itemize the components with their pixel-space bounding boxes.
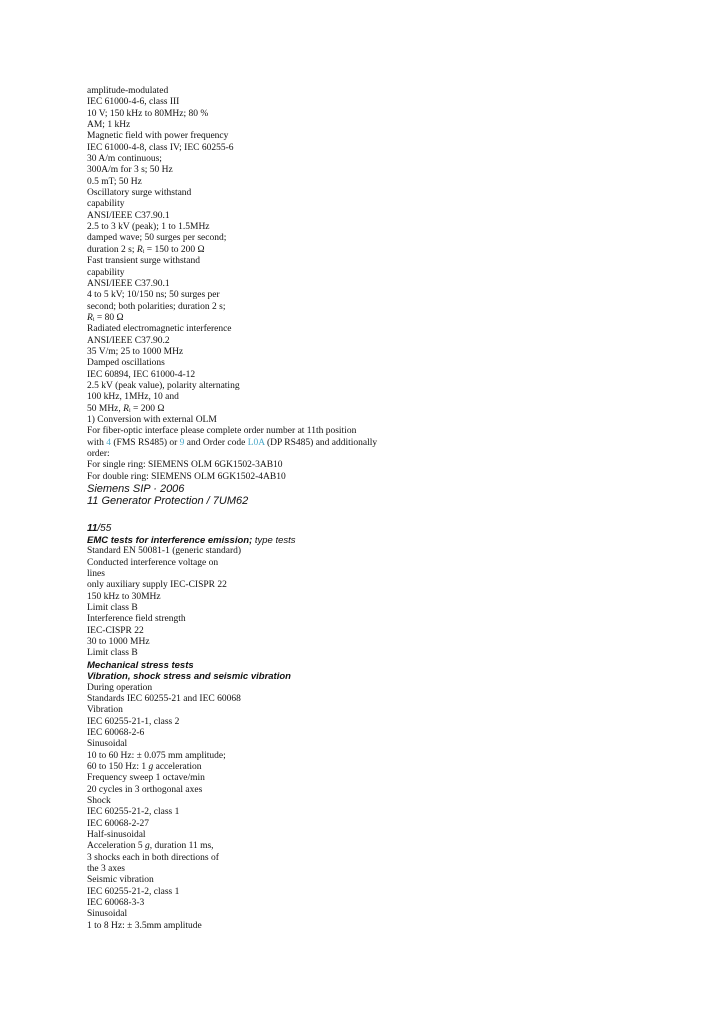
text-line: the 3 axes [87, 864, 125, 874]
text-line: Magnetic field with power frequency [87, 131, 229, 142]
text-line: 300A/m for 3 s; 50 Hz [87, 165, 173, 176]
text-line: IEC 60255-21-1, class 2 [87, 716, 180, 727]
text-line: 3 shocks each in both directions of [87, 852, 219, 863]
text-line: amplitude-modulated [87, 86, 169, 96]
footer-publication: Siemens SIP · 2006 [87, 483, 185, 496]
text-line: AM; 1 kHz [87, 120, 131, 131]
text-line: IEC 60255-21-2, class 1 [87, 886, 180, 897]
resistance-line: duration 2 s; $R_i = 150$ to 200 Ω [87, 244, 205, 255]
text-line: Standard EN 50081-1 (generic standard) [87, 546, 242, 557]
text-line: Frequency sweep 1 octave/min [87, 773, 205, 784]
page-number: 11/55 [87, 523, 112, 535]
text-line: IEC 61000-4-8, class IV; IEC 60255-6 [87, 142, 234, 153]
spec-block-mechanical [87, 683, 707, 933]
section-heading-emc: EMC tests for interference emission; type tests [87, 535, 296, 547]
text-line: Sinusoidal [87, 739, 128, 750]
footnote-line: For single ring: SIEMENS OLM 6GK1502-3AB10 [87, 460, 283, 471]
text-line: Half-sinusoidal [87, 829, 146, 840]
acceleration-line: 60 to 150 Hz: 1 g acceleration [87, 761, 202, 772]
text-line: 2.5 kV (peak value), polarity alternating [87, 380, 240, 391]
text-line: ANSI/IEEE C37.90.2 [87, 335, 170, 346]
text-line: lines [87, 569, 105, 580]
text-line: Vibration [87, 705, 123, 716]
text-line: IEC 60255-21-2, class 1 [87, 807, 180, 818]
spec-block-top [87, 86, 707, 415]
text-line: 30 to 1000 MHz [87, 637, 150, 648]
text-line: 30 A/m continuous; [87, 154, 162, 165]
text-line: 10 V; 150 kHz to 80MHz; 80 % [87, 108, 209, 119]
footnote-line: For double ring: SIEMENS OLM 6GK1502-4AB10 [87, 471, 286, 482]
text-line: 150 kHz to 30MHz [87, 591, 161, 602]
text-line: Limit class B [87, 648, 138, 659]
footer-section: 11 Generator Protection / 7UM62 [87, 495, 249, 508]
section-heading-vibration: Vibration, shock stress and seismic vibration [87, 671, 291, 683]
text-line: damped wave; 50 surges per second; [87, 233, 227, 244]
text-line: 100 kHz, 1MHz, 10 and [87, 392, 179, 403]
text-line: Seismic vibration [87, 875, 154, 886]
text-line: Damped oscillations [87, 358, 165, 369]
text-line: 35 V/m; 25 to 1000 MHz [87, 346, 184, 357]
text-line: capability [87, 267, 125, 278]
footnote-line: order: [87, 449, 110, 459]
text-line: 1 to 8 Hz: ± 3.5mm amplitude [87, 920, 202, 931]
acceleration-line: Acceleration 5 g, duration 11 ms, [87, 841, 214, 852]
text-line: Conducted interference voltage on [87, 557, 219, 568]
text-line: IEC 60068-2-6 [87, 727, 145, 738]
text-line: Shock [87, 795, 111, 806]
resistance-line: $R_i = 80$ Ω [87, 312, 124, 323]
text-line: IEC 60068-3-3 [87, 898, 145, 909]
text-line: 4 to 5 kV; 10/150 ns; 50 surges per [87, 290, 220, 301]
text-line: 2.5 to 3 kV (peak); 1 to 1.5MHz [87, 222, 210, 233]
text-line: Oscillatory surge withstand [87, 188, 192, 199]
text-line: IEC 60894, IEC 61000-4-12 [87, 369, 196, 380]
section-heading-mechanical: Mechanical stress tests [87, 659, 194, 671]
text-line: second; both polarities; duration 2 s; [87, 301, 226, 312]
text-line: Sinusoidal [87, 909, 128, 920]
text-line: IEC 60068-2-27 [87, 818, 150, 829]
footnote-line: with 4 (FMS RS485) or 9 and Order code L0A (DP RS485) and additionally [87, 437, 378, 448]
text-line: Radiated electromagnetic interference [87, 324, 232, 335]
text-line: Standards IEC 60255-21 and IEC 60068 [87, 693, 241, 704]
text-line: ANSI/IEEE C37.90.1 [87, 210, 170, 221]
text-line: 0.5 mT; 50 Hz [87, 176, 142, 187]
text-line: only auxiliary supply IEC-CISPR 22 [87, 580, 227, 591]
text-line: IEC 61000-4-6, class III [87, 97, 180, 108]
text-line: Limit class B [87, 603, 138, 614]
resistance-line: 50 MHz, $R_i = 200$ Ω [87, 403, 165, 414]
document-page [87, 86, 707, 932]
text-line: capability [87, 199, 125, 210]
spec-block-emc [87, 546, 707, 659]
text-line: During operation [87, 682, 153, 693]
text-line: IEC-CISPR 22 [87, 625, 144, 636]
text-line: 10 to 60 Hz: ± 0.075 mm amplitude; [87, 750, 226, 761]
footnote-line: For fiber-optic interface please complete order number at 11th position [87, 426, 357, 437]
text-line: ANSI/IEEE C37.90.1 [87, 278, 170, 289]
footnote-block [87, 415, 707, 483]
footnote-line: 1) Conversion with external OLM [87, 414, 217, 425]
text-line: Interference field strength [87, 614, 186, 625]
text-line: Fast transient surge withstand [87, 256, 201, 267]
text-line: 20 cycles in 3 orthogonal axes [87, 784, 203, 795]
